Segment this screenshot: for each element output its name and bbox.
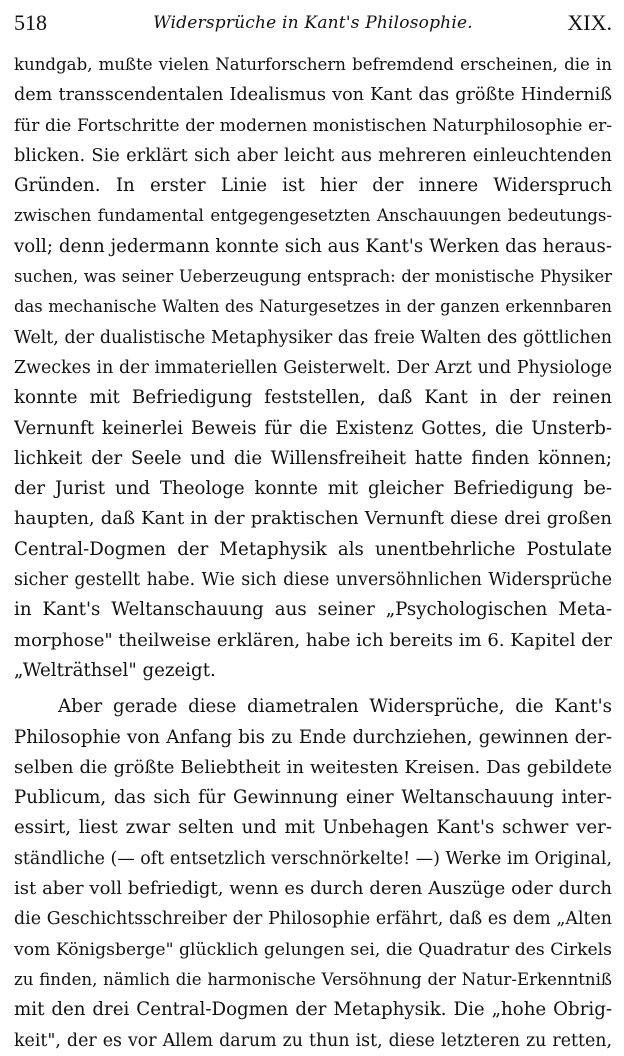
text-line: keit", der es vor Allem darum zu thun ist, diese letzteren zu retten,	[14, 1030, 612, 1051]
page-number: 518	[14, 10, 47, 35]
text-line: für die Fortschritte der modernen monistischen Naturphilosophie er-	[14, 115, 612, 136]
text-line: Gründen. In erster Linie ist hier der innere Widerspruch	[14, 175, 612, 197]
text-line: Welt, der dualistische Metaphysiker das freie Walten des göttlichen	[14, 327, 612, 348]
page-header	[14, 6, 612, 46]
book-page	[14, 6, 612, 1051]
text-line: Publicum, das sich für Gewinnung einer Weltanschauung inter-	[14, 787, 612, 809]
paragraph-2	[14, 692, 612, 1056]
text-line: sicher gestellt habe. Wie sich diese unversöhnlichen Widersprüche	[14, 570, 612, 591]
running-title: Widersprüche in Kant's Philosophie.	[153, 13, 473, 33]
text-line: die Geschichtsschreiber der Philosophie erfährt, daß es dem „Alten	[14, 909, 612, 930]
text-line: lichkeit der Seele und die Willensfreiheit hatte finden können;	[14, 447, 612, 469]
text-line: mit den drei Central-Dogmen der Metaphysik. Die „hohe Obrig-	[14, 999, 612, 1021]
text-line: zwischen fundamental entgegengesetzten Anschauungen bedeutungs-	[14, 206, 612, 226]
text-line: zu finden, nämlich die harmonische Versöhnung der Natur-Erkenntniß	[14, 969, 612, 989]
text-line: morphose" theilweise erklären, habe ich bereits im 6. Kapitel der	[14, 629, 612, 651]
text-line: selben die größte Beliebtheit in weitesten Kreisen. Das gebildete	[14, 756, 612, 778]
text-line: Aber gerade diese diametralen Widersprüche, die Kant's	[58, 696, 612, 718]
text-line: Vernunft keinerlei Beweis für die Existenz Gottes, die Unsterb-	[14, 417, 612, 439]
text-line: suchen, was seiner Ueberzeugung entsprach: der monistische Physiker	[14, 267, 612, 287]
text-line: Central-Dogmen der Metaphysik als unentbehrliche Postulate	[14, 538, 612, 560]
text-line: in Kant's Weltanschauung aus seiner „Psychologischen Meta-	[14, 599, 612, 621]
body-text	[14, 50, 612, 1056]
text-line: kundgab, mußte vielen Naturforschern befremdend erscheinen, die in	[14, 55, 612, 74]
text-line: „Welträthsel" gezeigt.	[14, 659, 216, 681]
text-line: voll; denn jedermann konnte sich aus Kant's Werken das heraus-	[14, 235, 612, 257]
text-line: Philosophie von Anfang bis zu Ende durchziehen, gewinnen der-	[14, 726, 612, 748]
text-line: haupten, daß Kant in der praktischen Vernunft diese drei großen	[14, 508, 612, 530]
text-line: Zweckes in der immateriellen Geisterwelt. Der Arzt und Physiologe	[14, 357, 612, 378]
text-line: konnte mit Befriedigung feststellen, daß Kant in der reinen	[14, 387, 612, 409]
text-line: ständliche (— oft entsetzlich verschnörkelte! —) Werke im Original,	[14, 848, 612, 869]
text-line: der Jurist und Theologe konnte mit gleicher Befriedigung be-	[14, 478, 612, 500]
text-line: dem transscendentalen Idealismus von Kant das größte Hinderniß	[14, 85, 612, 106]
text-line: vom Königsberge" glücklich gelungen sei, die Quadratur des Cirkels	[14, 939, 612, 960]
text-line: das mechanische Walten des Naturgesetzes in der ganzen erkennbaren	[14, 297, 612, 317]
chapter-number: XIX.	[567, 10, 612, 35]
paragraph-1	[14, 50, 612, 686]
text-line: ist aber voll befriedigt, wenn es durch deren Auszüge oder durch	[14, 878, 612, 900]
text-line: essirt, liest zwar selten und mit Unbehagen Kant's schwer ver-	[14, 817, 612, 839]
text-line: blicken. Sie erklärt sich aber leicht aus mehreren einleuchtenden	[14, 144, 612, 166]
